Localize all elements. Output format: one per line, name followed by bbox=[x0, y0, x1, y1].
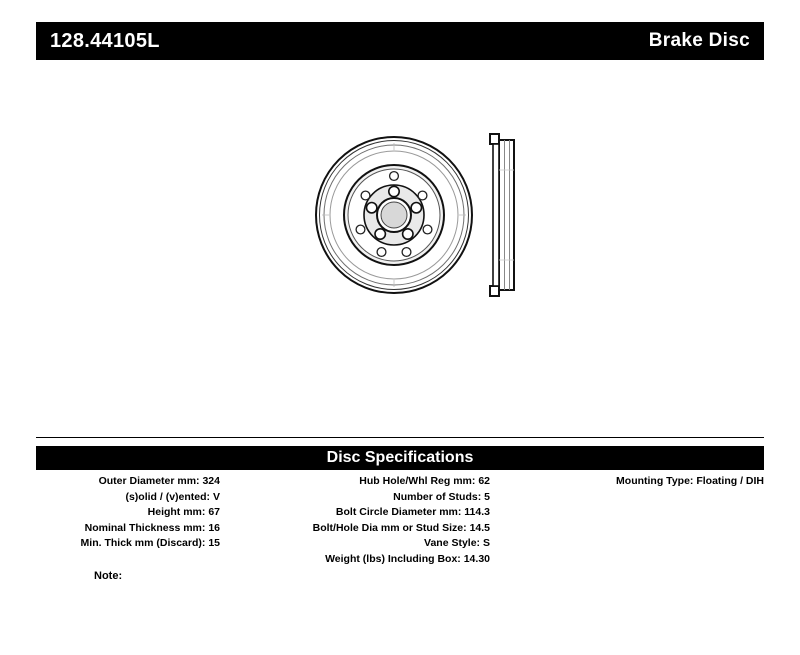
spec-row bbox=[36, 490, 220, 506]
note-label: Note: bbox=[94, 570, 123, 582]
spec-value: S bbox=[482, 537, 490, 550]
spec-value: Floating / DIH bbox=[696, 475, 764, 487]
part-number: 128.44105L bbox=[50, 29, 160, 52]
spec-label: Height mm: bbox=[147, 506, 206, 519]
spec-value: 15 bbox=[208, 537, 220, 550]
spec-row bbox=[220, 474, 490, 490]
spec-title: Disc Specifications bbox=[326, 449, 474, 466]
spec-row bbox=[220, 536, 490, 552]
spec-label: Nominal Thickness mm: bbox=[84, 521, 206, 534]
spec-row bbox=[36, 474, 220, 490]
spec-row bbox=[220, 552, 490, 568]
spec-value: V bbox=[212, 490, 220, 503]
spec-row bbox=[220, 521, 490, 537]
spec-label: Hub Hole/Whl Reg mm: bbox=[359, 475, 476, 487]
spec-label: Mounting Type: bbox=[616, 475, 694, 487]
spec-label: Number of Studs: bbox=[393, 490, 482, 503]
spec-divider bbox=[36, 437, 764, 438]
rotor-front-view bbox=[316, 137, 472, 293]
spec-row bbox=[220, 505, 490, 521]
spec-label: Bolt/Hole Dia mm or Stud Size: bbox=[312, 521, 467, 534]
brake-rotor-svg bbox=[294, 110, 554, 330]
spec-value: 14.30 bbox=[463, 552, 490, 565]
spec-title-bar bbox=[36, 446, 764, 470]
spec-row bbox=[220, 490, 490, 506]
spec-columns bbox=[36, 474, 764, 568]
spec-value: 114.3 bbox=[464, 506, 490, 519]
spec-value: 14.5 bbox=[469, 521, 490, 534]
spec-value: 5 bbox=[484, 490, 490, 503]
spec-column-middle bbox=[220, 474, 490, 568]
spec-row bbox=[490, 474, 764, 490]
spec-label: Weight (lbs) Including Box: bbox=[325, 552, 461, 565]
spec-value: 16 bbox=[208, 521, 220, 534]
spec-label: Bolt Circle Diameter mm: bbox=[335, 506, 462, 519]
spec-label: Outer Diameter mm: bbox=[98, 475, 200, 487]
spec-column-left bbox=[36, 474, 220, 552]
spec-column-right bbox=[490, 474, 764, 490]
spec-label: (s)olid / (v)ented: bbox=[125, 490, 211, 503]
rotor-side-view bbox=[490, 134, 514, 296]
spec-value: 67 bbox=[208, 506, 220, 519]
product-header-bar bbox=[36, 22, 764, 60]
spec-row bbox=[36, 505, 220, 521]
spec-row bbox=[36, 521, 220, 537]
product-image-area bbox=[36, 70, 764, 430]
brake-rotor-illustration bbox=[294, 110, 554, 330]
product-type-label: Brake Disc bbox=[648, 30, 750, 51]
spec-value: 324 bbox=[202, 475, 220, 487]
spec-label: Min. Thick mm (Discard): bbox=[80, 537, 206, 550]
spec-value: 62 bbox=[478, 475, 490, 487]
spec-label: Vane Style: bbox=[424, 537, 481, 550]
spec-row bbox=[36, 536, 220, 552]
note-row bbox=[36, 570, 764, 582]
